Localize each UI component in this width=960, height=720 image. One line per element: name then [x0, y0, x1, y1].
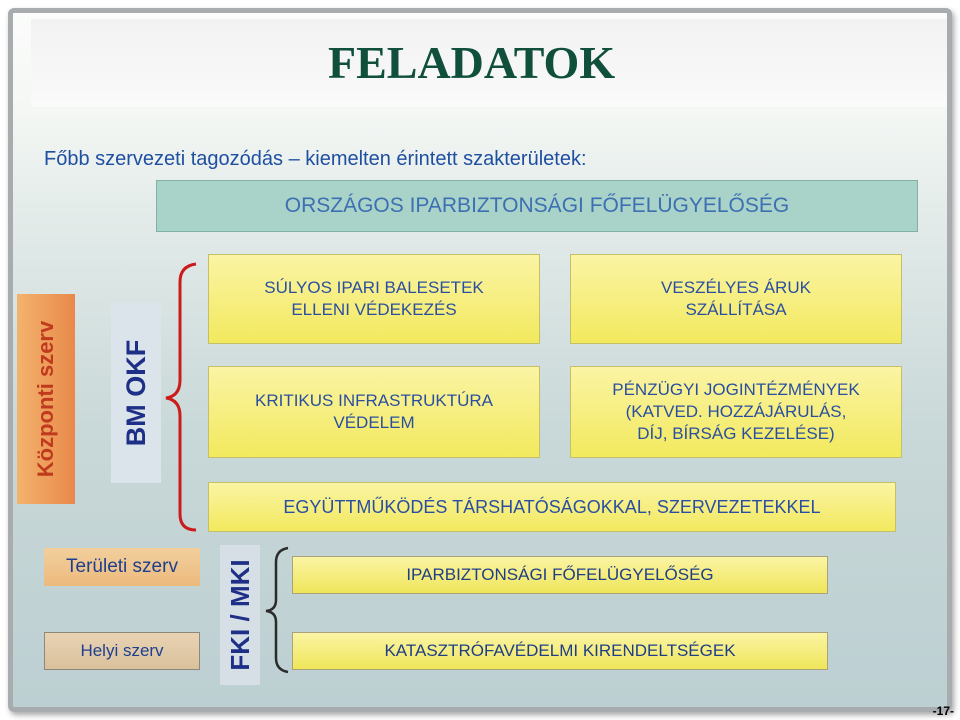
- fki-mki-label: FKI / MKI: [220, 545, 260, 685]
- critical-infra-line1: KRITIKUS INFRASTRUKTÚRA: [254, 391, 494, 410]
- financial-line2: (KATVED. HOZZÁJÁRULÁS,: [625, 402, 847, 421]
- dangerous-goods-box: [570, 254, 902, 344]
- dangerous-goods-line2: SZÁLLÍTÁSA: [685, 300, 787, 319]
- top-authority-box: ORSZÁGOS IPARBIZTONSÁGI FŐFELÜGYELŐSÉG: [156, 180, 918, 232]
- cooperation-box: EGYÜTTMŰKÖDÉS TÁRSHATÓSÁGOKKAL, SZERVEZETEKKEL: [208, 482, 896, 532]
- regional-organ-label: Területi szerv: [44, 548, 200, 586]
- bm-okf-label: BM OKF: [111, 303, 161, 483]
- local-offices-box: KATASZTRÓFAVÉDELMI KIRENDELTSÉGEK: [292, 632, 828, 670]
- subtitle: Főbb szervezeti tagozódás – kiemelten érintett szakterületek:: [44, 148, 587, 170]
- regional-authority-box: IPARBIZTONSÁGI FŐFELÜGYELŐSÉG: [292, 556, 828, 594]
- central-organ-label: Központi szerv: [17, 294, 75, 504]
- financial-box: [570, 366, 902, 458]
- severe-accidents-box: [208, 254, 540, 344]
- central-brace: [160, 262, 200, 532]
- local-organ-label: Helyi szerv: [44, 632, 200, 670]
- severe-accidents-line1: SÚLYOS IPARI BALESETEK: [264, 278, 484, 297]
- critical-infra-box: [208, 366, 540, 458]
- dangerous-goods-line1: VESZÉLYES ÁRUK: [661, 278, 811, 297]
- regional-brace: [262, 546, 292, 674]
- financial-line3: DÍJ, BÍRSÁG KEZELÉSE): [637, 424, 835, 443]
- severe-accidents-line2: ELLENI VÉDEKEZÉS: [291, 300, 457, 319]
- financial-line1: PÉNZÜGYI JOGINTÉZMÉNYEK: [612, 380, 860, 399]
- page-title: FELADATOK: [328, 37, 616, 88]
- critical-infra-line2: VÉDELEM: [333, 413, 415, 432]
- page-number: -17-: [932, 704, 954, 718]
